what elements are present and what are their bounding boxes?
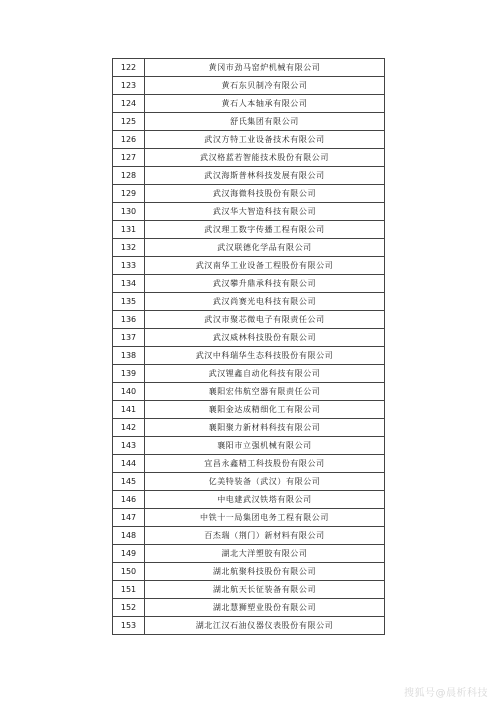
table-row bbox=[113, 185, 385, 203]
row-number-cell: 145 bbox=[113, 473, 145, 491]
row-number-cell: 141 bbox=[113, 401, 145, 419]
row-number-cell: 126 bbox=[113, 131, 145, 149]
row-number-cell: 139 bbox=[113, 365, 145, 383]
company-name-cell: 湖北江汉石油仪器仪表股份有限公司 bbox=[145, 617, 385, 635]
company-name-cell: 武汉华大智造科技有限公司 bbox=[145, 203, 385, 221]
table-row bbox=[113, 167, 385, 185]
company-name-cell: 武汉尚赛光电科技有限公司 bbox=[145, 293, 385, 311]
company-name-cell: 湖北慧狮塑业股份有限公司 bbox=[145, 599, 385, 617]
company-name-cell: 襄阳市立强机械有限公司 bbox=[145, 437, 385, 455]
row-number-cell: 127 bbox=[113, 149, 145, 167]
company-name-cell: 黄冈市劲马窑炉机械有限公司 bbox=[145, 59, 385, 77]
table-row bbox=[113, 293, 385, 311]
company-name-cell: 黄石东贝制冷有限公司 bbox=[145, 77, 385, 95]
company-name-cell: 武汉锂鑫自动化科技有限公司 bbox=[145, 365, 385, 383]
table-row bbox=[113, 545, 385, 563]
table-row bbox=[113, 491, 385, 509]
table-row bbox=[113, 77, 385, 95]
table-row bbox=[113, 509, 385, 527]
row-number-cell: 134 bbox=[113, 275, 145, 293]
row-number-cell: 140 bbox=[113, 383, 145, 401]
table-row bbox=[113, 149, 385, 167]
company-list-table bbox=[112, 58, 385, 635]
table-row bbox=[113, 581, 385, 599]
company-name-cell: 武汉海斯普林科技发展有限公司 bbox=[145, 167, 385, 185]
table-row bbox=[113, 275, 385, 293]
row-number-cell: 147 bbox=[113, 509, 145, 527]
company-name-cell: 武汉威林科技股份有限公司 bbox=[145, 329, 385, 347]
table-row bbox=[113, 329, 385, 347]
company-name-cell: 湖北航聚科技股份有限公司 bbox=[145, 563, 385, 581]
table-row bbox=[113, 419, 385, 437]
row-number-cell: 142 bbox=[113, 419, 145, 437]
table-row bbox=[113, 401, 385, 419]
row-number-cell: 136 bbox=[113, 311, 145, 329]
table-row bbox=[113, 383, 385, 401]
company-name-cell: 襄阳聚力新材料科技有限公司 bbox=[145, 419, 385, 437]
row-number-cell: 128 bbox=[113, 167, 145, 185]
company-name-cell: 武汉南华工业设备工程股份有限公司 bbox=[145, 257, 385, 275]
table-row bbox=[113, 473, 385, 491]
table-row bbox=[113, 527, 385, 545]
table-row bbox=[113, 563, 385, 581]
row-number-cell: 125 bbox=[113, 113, 145, 131]
table-row bbox=[113, 59, 385, 77]
row-number-cell: 143 bbox=[113, 437, 145, 455]
company-name-cell: 武汉攀升鼎承科技有限公司 bbox=[145, 275, 385, 293]
table-row bbox=[113, 347, 385, 365]
company-name-cell: 襄阳金达成精细化工有限公司 bbox=[145, 401, 385, 419]
table-row bbox=[113, 239, 385, 257]
company-name-cell: 亿美特装备（武汉）有限公司 bbox=[145, 473, 385, 491]
watermark: 搜狐号@晨析科技 bbox=[404, 688, 488, 699]
company-name-cell: 武汉方特工业设备技术有限公司 bbox=[145, 131, 385, 149]
row-number-cell: 131 bbox=[113, 221, 145, 239]
table-row bbox=[113, 437, 385, 455]
table-row bbox=[113, 203, 385, 221]
row-number-cell: 133 bbox=[113, 257, 145, 275]
table-row bbox=[113, 311, 385, 329]
company-name-cell: 中电建武汉铁塔有限公司 bbox=[145, 491, 385, 509]
company-name-cell: 武汉中科瑞华生态科技股份有限公司 bbox=[145, 347, 385, 365]
company-name-cell: 武汉联德化学品有限公司 bbox=[145, 239, 385, 257]
company-name-cell: 黄石人本轴承有限公司 bbox=[145, 95, 385, 113]
company-list-body bbox=[113, 59, 385, 635]
table-row bbox=[113, 113, 385, 131]
row-number-cell: 123 bbox=[113, 77, 145, 95]
row-number-cell: 146 bbox=[113, 491, 145, 509]
row-number-cell: 151 bbox=[113, 581, 145, 599]
company-name-cell: 百杰瑞（荆门）新材料有限公司 bbox=[145, 527, 385, 545]
company-name-cell: 武汉海微科技股份有限公司 bbox=[145, 185, 385, 203]
row-number-cell: 144 bbox=[113, 455, 145, 473]
company-name-cell: 舒氏集团有限公司 bbox=[145, 113, 385, 131]
company-name-cell: 武汉理工数字传播工程有限公司 bbox=[145, 221, 385, 239]
company-name-cell: 武汉格蓝若智能技术股份有限公司 bbox=[145, 149, 385, 167]
row-number-cell: 148 bbox=[113, 527, 145, 545]
table-row bbox=[113, 257, 385, 275]
row-number-cell: 135 bbox=[113, 293, 145, 311]
company-name-cell: 湖北航天长征装备有限公司 bbox=[145, 581, 385, 599]
row-number-cell: 153 bbox=[113, 617, 145, 635]
company-name-cell: 武汉市聚芯微电子有限责任公司 bbox=[145, 311, 385, 329]
row-number-cell: 138 bbox=[113, 347, 145, 365]
row-number-cell: 129 bbox=[113, 185, 145, 203]
row-number-cell: 132 bbox=[113, 239, 145, 257]
row-number-cell: 152 bbox=[113, 599, 145, 617]
company-name-cell: 襄阳宏伟航空器有限责任公司 bbox=[145, 383, 385, 401]
table-row bbox=[113, 455, 385, 473]
table-row bbox=[113, 617, 385, 635]
company-name-cell: 湖北大洋塑胶有限公司 bbox=[145, 545, 385, 563]
table-row bbox=[113, 599, 385, 617]
company-name-cell: 宜昌永鑫精工科技股份有限公司 bbox=[145, 455, 385, 473]
row-number-cell: 149 bbox=[113, 545, 145, 563]
table-row bbox=[113, 221, 385, 239]
row-number-cell: 130 bbox=[113, 203, 145, 221]
row-number-cell: 124 bbox=[113, 95, 145, 113]
row-number-cell: 122 bbox=[113, 59, 145, 77]
row-number-cell: 137 bbox=[113, 329, 145, 347]
row-number-cell: 150 bbox=[113, 563, 145, 581]
table-row bbox=[113, 365, 385, 383]
table-row bbox=[113, 95, 385, 113]
company-name-cell: 中铁十一局集团电务工程有限公司 bbox=[145, 509, 385, 527]
table-row bbox=[113, 131, 385, 149]
